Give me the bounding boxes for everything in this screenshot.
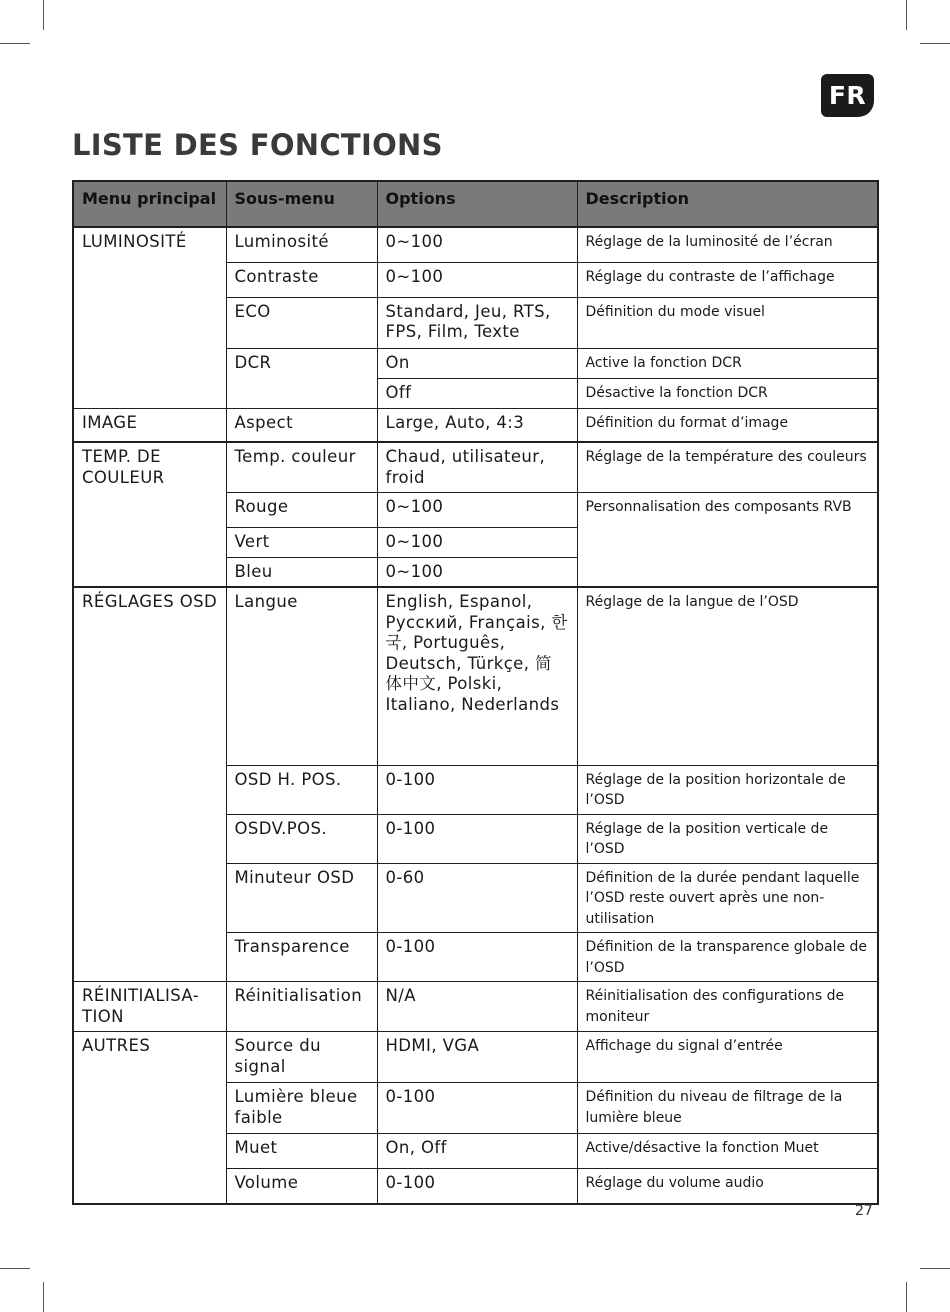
function-table [72, 180, 879, 1205]
description-cell: Réinitialisation des configurations de moniteur [577, 982, 878, 1032]
page-number: 27 [855, 1203, 873, 1219]
description-cell: Active/désactive la fonction Muet [577, 1134, 878, 1169]
options-cell: Large, Auto, 4:3 [377, 408, 577, 442]
table-row [73, 408, 878, 442]
options-cell: On, Off [377, 1134, 577, 1169]
main-menu-cell: LUMINOSITÉ [73, 227, 226, 408]
submenu-cell: Muet [226, 1134, 377, 1169]
submenu-cell: Temp. couleur [226, 442, 377, 492]
table-row [73, 1032, 878, 1083]
crop-mark [906, 1282, 907, 1312]
options-cell: 0-60 [377, 863, 577, 933]
description-cell: Réglage de la température des couleurs [577, 442, 878, 492]
options-cell: 0~100 [377, 227, 577, 262]
options-cell: 0-100 [377, 1083, 577, 1134]
submenu-cell: Rouge [226, 492, 377, 527]
description-cell: Définition du format d’image [577, 408, 878, 442]
description-cell: Affichage du signal d’entrée [577, 1032, 878, 1083]
description-cell: Réglage de la luminosité de l’écran [577, 227, 878, 262]
options-cell: Standard, Jeu, RTS, FPS, Film, Texte [377, 297, 577, 348]
options-cell: 0-100 [377, 814, 577, 863]
crop-mark [920, 1268, 950, 1269]
options-cell: 0~100 [377, 557, 577, 587]
description-cell: Réglage du contraste de l’affichage [577, 262, 878, 297]
options-cell: 0-100 [377, 765, 577, 814]
main-menu-cell: AUTRES [73, 1032, 226, 1204]
crop-mark [43, 1282, 44, 1312]
crop-mark [920, 43, 950, 44]
table-row [73, 982, 878, 1032]
description-cell: Réglage de la langue de l’OSD [577, 587, 878, 765]
options-cell: On [377, 348, 577, 378]
submenu-cell: OSD H. POS. [226, 765, 377, 814]
header-description: Description [577, 181, 878, 227]
submenu-cell: Volume [226, 1169, 377, 1204]
header-main-menu: Menu principal [73, 181, 226, 227]
submenu-cell: Vert [226, 527, 377, 557]
description-cell: Active la fonction DCR [577, 348, 878, 378]
crop-mark [43, 0, 44, 30]
options-cell: Off [377, 378, 577, 408]
submenu-cell: Aspect [226, 408, 377, 442]
submenu-cell: Bleu [226, 557, 377, 587]
description-cell: Réglage de la position verticale de l’OSD [577, 814, 878, 863]
crop-mark [0, 1268, 30, 1269]
submenu-cell: Minuteur OSD [226, 863, 377, 933]
page-title: LISTE DES FONCTIONS [72, 128, 443, 162]
table-row [73, 587, 878, 765]
description-cell: Réglage du volume audio [577, 1169, 878, 1204]
options-cell: 0~100 [377, 492, 577, 527]
table-row [73, 227, 878, 262]
main-menu-cell: RÉGLAGES OSD [73, 587, 226, 982]
submenu-cell: ECO [226, 297, 377, 348]
crop-mark [0, 43, 30, 44]
description-cell: Personnalisation des composants RVB [577, 492, 878, 587]
options-cell: 0~100 [377, 262, 577, 297]
submenu-cell: Réinitialisation [226, 982, 377, 1032]
submenu-cell: Transparence [226, 933, 377, 982]
header-submenu: Sous-menu [226, 181, 377, 227]
options-cell: Chaud, utilisateur, froid [377, 442, 577, 492]
submenu-cell: Contraste [226, 262, 377, 297]
options-cell: 0-100 [377, 1169, 577, 1204]
submenu-cell: Lumière bleue faible [226, 1083, 377, 1134]
main-menu-cell: IMAGE [73, 408, 226, 442]
table-header-row [73, 181, 878, 227]
options-cell: 0-100 [377, 933, 577, 982]
options-cell: 0~100 [377, 527, 577, 557]
options-cell: English, Espanol, Русский, Français, 한국, Português, Deutsch, Türkçe, 简体中文, Polski, Italiano, Nederlands [377, 587, 577, 765]
main-menu-cell: RÉINITIALISA-TION [73, 982, 226, 1032]
main-menu-cell: TEMP. DE COULEUR [73, 442, 226, 587]
crop-mark [906, 0, 907, 30]
submenu-cell: Luminosité [226, 227, 377, 262]
description-cell: Définition du mode visuel [577, 297, 878, 348]
header-options: Options [377, 181, 577, 227]
description-cell: Désactive la fonction DCR [577, 378, 878, 408]
submenu-cell: DCR [226, 348, 377, 408]
description-cell: Définition du niveau de filtrage de la lumière bleue [577, 1083, 878, 1134]
description-cell: Définition de la durée pendant laquelle l’OSD reste ouvert après une non-utilisation [577, 863, 878, 933]
submenu-cell: Source du signal [226, 1032, 377, 1083]
options-cell: HDMI, VGA [377, 1032, 577, 1083]
submenu-cell: Langue [226, 587, 377, 765]
table-row [73, 442, 878, 492]
description-cell: Réglage de la position horizontale de l’OSD [577, 765, 878, 814]
submenu-cell: OSDV.POS. [226, 814, 377, 863]
language-badge: FR [821, 74, 874, 117]
description-cell: Définition de la transparence globale de l’OSD [577, 933, 878, 982]
options-cell: N/A [377, 982, 577, 1032]
